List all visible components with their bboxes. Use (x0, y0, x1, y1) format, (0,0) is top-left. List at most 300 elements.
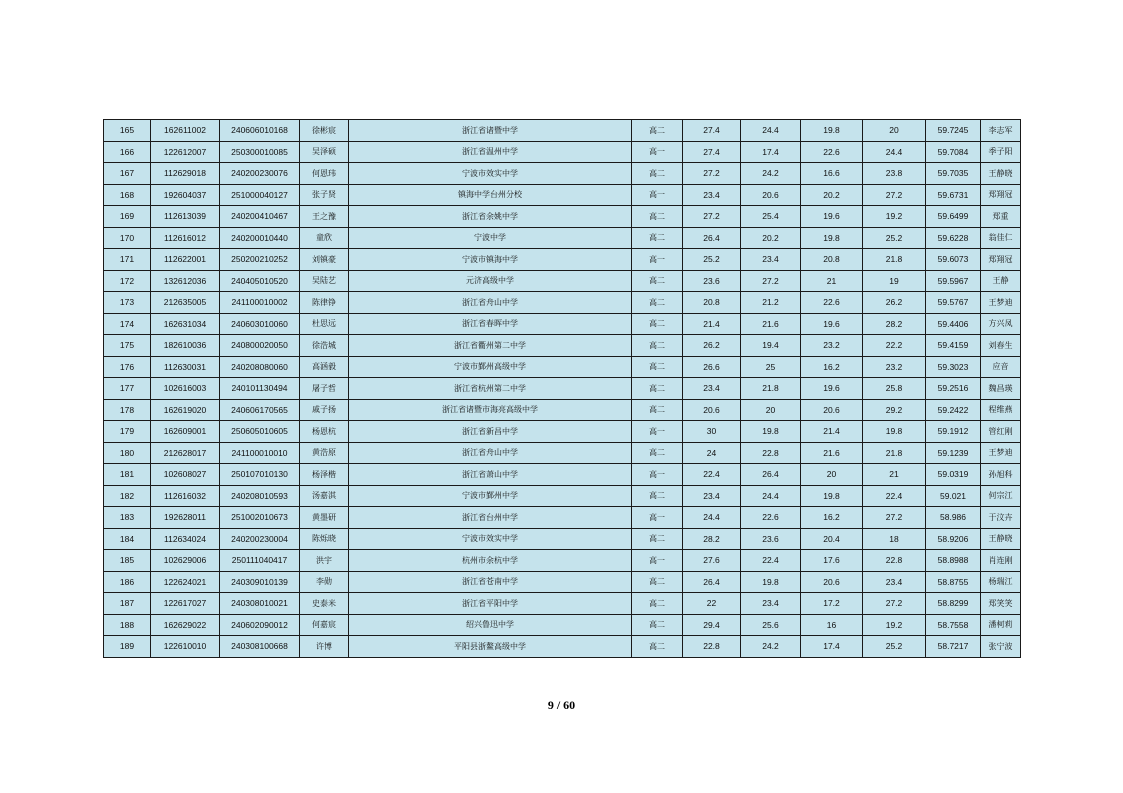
teacher-cell: 何宗江 (981, 485, 1021, 507)
grade-cell: 高一 (632, 184, 683, 206)
score-1-cell: 27.2 (683, 163, 741, 185)
student-id-cell: 241100010002 (220, 292, 300, 314)
table-row (104, 507, 1021, 529)
name-cell: 何嘉宸 (300, 614, 349, 636)
page-number: 9 / 60 (547, 698, 576, 712)
name-cell: 徐浩城 (300, 335, 349, 357)
score-4-cell: 26.2 (863, 292, 926, 314)
grade-cell: 高二 (632, 614, 683, 636)
score-4-cell: 19 (863, 270, 926, 292)
rank-cell: 176 (104, 356, 151, 378)
table-row (104, 399, 1021, 421)
score-3-cell: 22.6 (801, 292, 863, 314)
exam-id-cell: 132612036 (151, 270, 220, 292)
score-3-cell: 17.6 (801, 550, 863, 572)
rank-cell: 189 (104, 636, 151, 658)
score-2-cell: 22.4 (741, 550, 801, 572)
rank-cell: 171 (104, 249, 151, 271)
teacher-cell: 杨瑞江 (981, 571, 1021, 593)
total-score-cell: 59.6731 (926, 184, 981, 206)
school-cell: 浙江省温州中学 (349, 141, 632, 163)
total-score-cell: 59.5767 (926, 292, 981, 314)
score-1-cell: 25.2 (683, 249, 741, 271)
total-score-cell: 58.7217 (926, 636, 981, 658)
student-id-cell: 240602090012 (220, 614, 300, 636)
rank-cell: 184 (104, 528, 151, 550)
name-cell: 徐彬宸 (300, 120, 349, 142)
table-body (104, 120, 1021, 658)
student-id-cell: 241100010010 (220, 442, 300, 464)
score-3-cell: 20.6 (801, 399, 863, 421)
table-row (104, 421, 1021, 443)
exam-id-cell: 122612007 (151, 141, 220, 163)
total-score-cell: 59.6499 (926, 206, 981, 228)
total-score-cell: 59.0319 (926, 464, 981, 486)
score-2-cell: 19.4 (741, 335, 801, 357)
student-id-cell: 240200010440 (220, 227, 300, 249)
exam-id-cell: 112630031 (151, 356, 220, 378)
score-4-cell: 19.2 (863, 614, 926, 636)
score-4-cell: 18 (863, 528, 926, 550)
school-cell: 宁波市效实中学 (349, 528, 632, 550)
table-row (104, 270, 1021, 292)
teacher-cell: 郑翔冠 (981, 249, 1021, 271)
student-id-cell: 240606170565 (220, 399, 300, 421)
grade-cell: 高一 (632, 464, 683, 486)
total-score-cell: 58.8299 (926, 593, 981, 615)
table-row (104, 206, 1021, 228)
grade-cell: 高一 (632, 507, 683, 529)
school-cell: 浙江省衢州第二中学 (349, 335, 632, 357)
school-cell: 宁波市鄞州中学 (349, 485, 632, 507)
teacher-cell: 王梦迪 (981, 292, 1021, 314)
exam-id-cell: 192628011 (151, 507, 220, 529)
rank-cell: 181 (104, 464, 151, 486)
score-3-cell: 21.6 (801, 442, 863, 464)
grade-cell: 高一 (632, 550, 683, 572)
score-3-cell: 20.6 (801, 571, 863, 593)
score-2-cell: 20.6 (741, 184, 801, 206)
score-2-cell: 22.8 (741, 442, 801, 464)
name-cell: 吴泽硕 (300, 141, 349, 163)
score-4-cell: 27.2 (863, 184, 926, 206)
student-id-cell: 250300010085 (220, 141, 300, 163)
student-id-cell: 250107010130 (220, 464, 300, 486)
exam-id-cell: 162619020 (151, 399, 220, 421)
rank-cell: 179 (104, 421, 151, 443)
score-2-cell: 22.6 (741, 507, 801, 529)
rank-cell: 178 (104, 399, 151, 421)
student-id-cell: 240200230076 (220, 163, 300, 185)
school-cell: 宁波市镇海中学 (349, 249, 632, 271)
table-row (104, 184, 1021, 206)
student-id-cell: 250111040417 (220, 550, 300, 572)
school-cell: 浙江省诸暨中学 (349, 120, 632, 142)
student-id-cell: 240208080060 (220, 356, 300, 378)
total-score-cell: 58.9206 (926, 528, 981, 550)
teacher-cell: 肖连刚 (981, 550, 1021, 572)
name-cell: 史泰米 (300, 593, 349, 615)
total-score-cell: 59.7084 (926, 141, 981, 163)
table-row (104, 335, 1021, 357)
name-cell: 刘镇豪 (300, 249, 349, 271)
student-id-cell: 240308010021 (220, 593, 300, 615)
grade-cell: 高二 (632, 356, 683, 378)
score-1-cell: 26.4 (683, 227, 741, 249)
score-2-cell: 26.4 (741, 464, 801, 486)
score-4-cell: 28.2 (863, 313, 926, 335)
student-id-cell: 240208010593 (220, 485, 300, 507)
rank-cell: 177 (104, 378, 151, 400)
score-3-cell: 16.2 (801, 356, 863, 378)
exam-id-cell: 192604037 (151, 184, 220, 206)
score-2-cell: 25.4 (741, 206, 801, 228)
school-cell: 浙江省台州中学 (349, 507, 632, 529)
exam-id-cell: 112616032 (151, 485, 220, 507)
grade-cell: 高一 (632, 421, 683, 443)
results-table (103, 119, 1021, 658)
exam-id-cell: 162629022 (151, 614, 220, 636)
student-id-cell: 240606010168 (220, 120, 300, 142)
rank-cell: 174 (104, 313, 151, 335)
grade-cell: 高二 (632, 485, 683, 507)
teacher-cell: 王静晓 (981, 163, 1021, 185)
school-cell: 杭州市余杭中学 (349, 550, 632, 572)
exam-id-cell: 122624021 (151, 571, 220, 593)
score-4-cell: 25.8 (863, 378, 926, 400)
name-cell: 杨恩杭 (300, 421, 349, 443)
teacher-cell: 于汶卉 (981, 507, 1021, 529)
score-1-cell: 22.8 (683, 636, 741, 658)
total-score-cell: 59.2516 (926, 378, 981, 400)
name-cell: 屠子哲 (300, 378, 349, 400)
table-row (104, 593, 1021, 615)
score-2-cell: 21.2 (741, 292, 801, 314)
grade-cell: 高二 (632, 593, 683, 615)
score-1-cell: 26.2 (683, 335, 741, 357)
teacher-cell: 魏昌瑛 (981, 378, 1021, 400)
score-3-cell: 19.6 (801, 378, 863, 400)
score-1-cell: 29.4 (683, 614, 741, 636)
grade-cell: 高二 (632, 378, 683, 400)
teacher-cell: 管红刚 (981, 421, 1021, 443)
score-1-cell: 28.2 (683, 528, 741, 550)
score-1-cell: 30 (683, 421, 741, 443)
school-cell: 浙江省诸暨市海亮高级中学 (349, 399, 632, 421)
rank-cell: 180 (104, 442, 151, 464)
total-score-cell: 59.7245 (926, 120, 981, 142)
exam-id-cell: 122617027 (151, 593, 220, 615)
exam-id-cell: 182610036 (151, 335, 220, 357)
score-1-cell: 22.4 (683, 464, 741, 486)
student-id-cell: 240603010060 (220, 313, 300, 335)
score-1-cell: 23.4 (683, 485, 741, 507)
table-row (104, 249, 1021, 271)
score-4-cell: 22.4 (863, 485, 926, 507)
rank-cell: 182 (104, 485, 151, 507)
score-1-cell: 23.6 (683, 270, 741, 292)
exam-id-cell: 102616003 (151, 378, 220, 400)
school-cell: 浙江省新昌中学 (349, 421, 632, 443)
total-score-cell: 59.1912 (926, 421, 981, 443)
score-2-cell: 23.6 (741, 528, 801, 550)
score-2-cell: 19.8 (741, 421, 801, 443)
score-2-cell: 24.2 (741, 163, 801, 185)
table-row (104, 614, 1021, 636)
rank-cell: 168 (104, 184, 151, 206)
teacher-cell: 王静 (981, 270, 1021, 292)
grade-cell: 高二 (632, 528, 683, 550)
rank-cell: 188 (104, 614, 151, 636)
score-4-cell: 27.2 (863, 593, 926, 615)
teacher-cell: 应音 (981, 356, 1021, 378)
name-cell: 陈烁晓 (300, 528, 349, 550)
rank-cell: 175 (104, 335, 151, 357)
teacher-cell: 刘春生 (981, 335, 1021, 357)
name-cell: 张子贤 (300, 184, 349, 206)
exam-id-cell: 112634024 (151, 528, 220, 550)
score-4-cell: 23.2 (863, 356, 926, 378)
total-score-cell: 58.8988 (926, 550, 981, 572)
student-id-cell: 251002010673 (220, 507, 300, 529)
score-4-cell: 19.8 (863, 421, 926, 443)
name-cell: 高涵毅 (300, 356, 349, 378)
grade-cell: 高二 (632, 270, 683, 292)
score-1-cell: 27.4 (683, 120, 741, 142)
score-4-cell: 19.2 (863, 206, 926, 228)
student-id-cell: 240309010139 (220, 571, 300, 593)
table-row (104, 163, 1021, 185)
score-2-cell: 24.4 (741, 485, 801, 507)
score-2-cell: 24.2 (741, 636, 801, 658)
exam-id-cell: 212628017 (151, 442, 220, 464)
grade-cell: 高二 (632, 571, 683, 593)
total-score-cell: 59.3023 (926, 356, 981, 378)
score-4-cell: 20 (863, 120, 926, 142)
score-3-cell: 19.8 (801, 120, 863, 142)
table-row (104, 227, 1021, 249)
score-1-cell: 21.4 (683, 313, 741, 335)
score-1-cell: 24 (683, 442, 741, 464)
total-score-cell: 59.5967 (926, 270, 981, 292)
name-cell: 汤嘉淇 (300, 485, 349, 507)
score-1-cell: 23.4 (683, 378, 741, 400)
total-score-cell: 58.7558 (926, 614, 981, 636)
school-cell: 浙江省萧山中学 (349, 464, 632, 486)
teacher-cell: 季子阳 (981, 141, 1021, 163)
name-cell: 陈律铮 (300, 292, 349, 314)
table-row (104, 550, 1021, 572)
table-row (104, 571, 1021, 593)
name-cell: 童欣 (300, 227, 349, 249)
name-cell: 戚子扬 (300, 399, 349, 421)
school-cell: 平阳县浙鳌高级中学 (349, 636, 632, 658)
score-2-cell: 23.4 (741, 249, 801, 271)
total-score-cell: 59.7035 (926, 163, 981, 185)
score-3-cell: 19.6 (801, 313, 863, 335)
total-score-cell: 59.4406 (926, 313, 981, 335)
grade-cell: 高二 (632, 206, 683, 228)
score-2-cell: 20 (741, 399, 801, 421)
rank-cell: 169 (104, 206, 151, 228)
score-3-cell: 21.4 (801, 421, 863, 443)
score-1-cell: 22 (683, 593, 741, 615)
total-score-cell: 59.1239 (926, 442, 981, 464)
rank-cell: 170 (104, 227, 151, 249)
total-score-cell: 59.021 (926, 485, 981, 507)
table-row (104, 141, 1021, 163)
score-4-cell: 21 (863, 464, 926, 486)
name-cell: 李勋 (300, 571, 349, 593)
name-cell: 王之豫 (300, 206, 349, 228)
score-4-cell: 27.2 (863, 507, 926, 529)
exam-id-cell: 212635005 (151, 292, 220, 314)
rank-cell: 187 (104, 593, 151, 615)
score-3-cell: 20.2 (801, 184, 863, 206)
score-3-cell: 19.6 (801, 206, 863, 228)
grade-cell: 高二 (632, 335, 683, 357)
name-cell: 洪宇 (300, 550, 349, 572)
teacher-cell: 孙旭科 (981, 464, 1021, 486)
student-id-cell: 250605010605 (220, 421, 300, 443)
score-1-cell: 27.4 (683, 141, 741, 163)
score-1-cell: 27.2 (683, 206, 741, 228)
score-3-cell: 17.4 (801, 636, 863, 658)
school-cell: 浙江省舟山中学 (349, 292, 632, 314)
exam-id-cell: 112622001 (151, 249, 220, 271)
table-row (104, 528, 1021, 550)
grade-cell: 高二 (632, 313, 683, 335)
score-3-cell: 20.4 (801, 528, 863, 550)
exam-id-cell: 162611002 (151, 120, 220, 142)
exam-id-cell: 112616012 (151, 227, 220, 249)
table-row (104, 313, 1021, 335)
school-cell: 浙江省平阳中学 (349, 593, 632, 615)
student-id-cell: 251000040127 (220, 184, 300, 206)
score-3-cell: 19.8 (801, 227, 863, 249)
grade-cell: 高二 (632, 120, 683, 142)
name-cell: 杨泽楷 (300, 464, 349, 486)
score-3-cell: 16.6 (801, 163, 863, 185)
score-3-cell: 23.2 (801, 335, 863, 357)
score-1-cell: 24.4 (683, 507, 741, 529)
score-3-cell: 20 (801, 464, 863, 486)
grade-cell: 高一 (632, 249, 683, 271)
rank-cell: 173 (104, 292, 151, 314)
grade-cell: 高二 (632, 442, 683, 464)
rank-cell: 172 (104, 270, 151, 292)
name-cell: 吴陆艺 (300, 270, 349, 292)
total-score-cell: 58.986 (926, 507, 981, 529)
teacher-cell: 李志军 (981, 120, 1021, 142)
table-row (104, 442, 1021, 464)
table-row (104, 292, 1021, 314)
grade-cell: 高二 (632, 636, 683, 658)
school-cell: 浙江省春晖中学 (349, 313, 632, 335)
table-row (104, 378, 1021, 400)
score-4-cell: 23.4 (863, 571, 926, 593)
score-2-cell: 21.8 (741, 378, 801, 400)
name-cell: 黄墨研 (300, 507, 349, 529)
teacher-cell: 方兴凤 (981, 313, 1021, 335)
exam-id-cell: 162631034 (151, 313, 220, 335)
score-3-cell: 16.2 (801, 507, 863, 529)
table-row (104, 636, 1021, 658)
score-3-cell: 19.8 (801, 485, 863, 507)
score-3-cell: 17.2 (801, 593, 863, 615)
score-2-cell: 25.6 (741, 614, 801, 636)
exam-id-cell: 162609001 (151, 421, 220, 443)
exam-id-cell: 102629006 (151, 550, 220, 572)
score-4-cell: 22.8 (863, 550, 926, 572)
score-1-cell: 27.6 (683, 550, 741, 572)
name-cell: 许博 (300, 636, 349, 658)
school-cell: 宁波市效实中学 (349, 163, 632, 185)
total-score-cell: 59.4159 (926, 335, 981, 357)
teacher-cell: 张宁波 (981, 636, 1021, 658)
table-row (104, 464, 1021, 486)
teacher-cell: 郑翔冠 (981, 184, 1021, 206)
school-cell: 绍兴鲁迅中学 (349, 614, 632, 636)
score-1-cell: 20.6 (683, 399, 741, 421)
name-cell: 杜思远 (300, 313, 349, 335)
rank-cell: 183 (104, 507, 151, 529)
table-row (104, 120, 1021, 142)
grade-cell: 高一 (632, 141, 683, 163)
student-id-cell: 240200230004 (220, 528, 300, 550)
grade-cell: 高二 (632, 399, 683, 421)
rank-cell: 167 (104, 163, 151, 185)
score-4-cell: 24.4 (863, 141, 926, 163)
school-cell: 浙江省杭州第二中学 (349, 378, 632, 400)
total-score-cell: 59.2422 (926, 399, 981, 421)
student-id-cell: 240800020050 (220, 335, 300, 357)
rank-cell: 166 (104, 141, 151, 163)
rank-cell: 165 (104, 120, 151, 142)
name-cell: 黄浩原 (300, 442, 349, 464)
student-id-cell: 240308100668 (220, 636, 300, 658)
name-cell: 何恩玮 (300, 163, 349, 185)
score-2-cell: 25 (741, 356, 801, 378)
score-3-cell: 22.6 (801, 141, 863, 163)
teacher-cell: 郑笑笑 (981, 593, 1021, 615)
score-3-cell: 20.8 (801, 249, 863, 271)
school-cell: 镇海中学台州分校 (349, 184, 632, 206)
grade-cell: 高二 (632, 292, 683, 314)
score-2-cell: 21.6 (741, 313, 801, 335)
teacher-cell: 潘柯莉 (981, 614, 1021, 636)
score-1-cell: 26.4 (683, 571, 741, 593)
total-score-cell: 59.6073 (926, 249, 981, 271)
school-cell: 宁波中学 (349, 227, 632, 249)
score-4-cell: 22.2 (863, 335, 926, 357)
score-4-cell: 21.8 (863, 249, 926, 271)
score-1-cell: 26.6 (683, 356, 741, 378)
score-3-cell: 21 (801, 270, 863, 292)
score-2-cell: 17.4 (741, 141, 801, 163)
table-row (104, 356, 1021, 378)
student-id-cell: 240405010520 (220, 270, 300, 292)
rank-cell: 186 (104, 571, 151, 593)
grade-cell: 高二 (632, 227, 683, 249)
rank-cell: 185 (104, 550, 151, 572)
school-cell: 浙江省苍南中学 (349, 571, 632, 593)
score-1-cell: 23.4 (683, 184, 741, 206)
score-4-cell: 29.2 (863, 399, 926, 421)
score-2-cell: 23.4 (741, 593, 801, 615)
total-score-cell: 58.8755 (926, 571, 981, 593)
student-id-cell: 240200410467 (220, 206, 300, 228)
